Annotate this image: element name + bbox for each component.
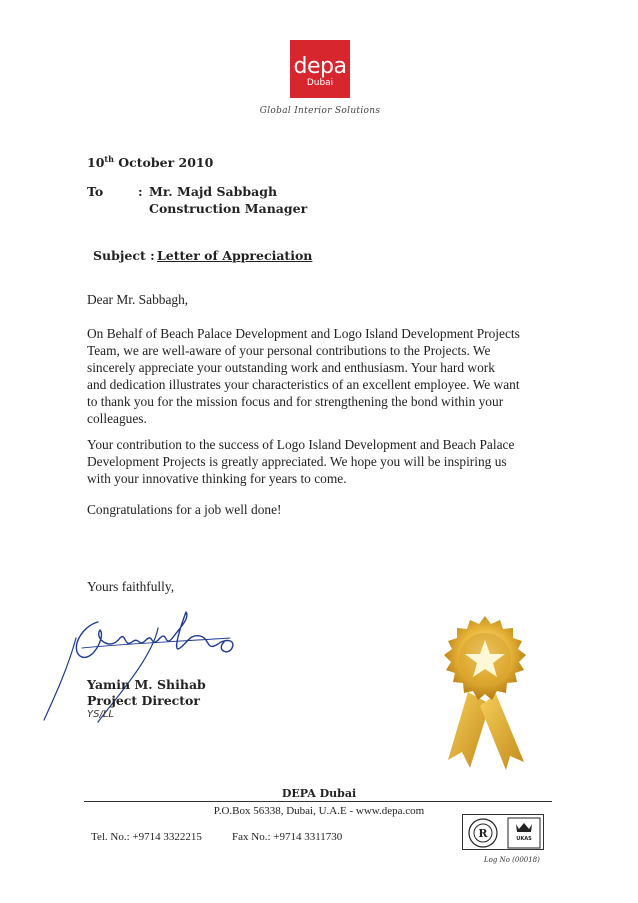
- closing: Yours faithfully,: [87, 579, 175, 594]
- company-logo: [290, 40, 350, 98]
- log-number: Log No (00018): [484, 856, 540, 864]
- paragraph-line: and dedication illustrates your characteristics of an excellent employee. We want: [87, 377, 520, 392]
- paragraph-line: Congratulations for a job well done!: [87, 502, 282, 517]
- paragraph-line: Development Projects is greatly appreciated. We hope you will be inspiring us: [87, 454, 507, 469]
- paragraph-line: to thank you for the mission focus and for strengthening the bond within your: [87, 394, 504, 409]
- paragraph-line: Team, we are well-aware of your personal contributions to the Projects. We: [87, 343, 491, 358]
- registered-quality-icon: [467, 817, 499, 849]
- paragraph-line: with your innovative thinking for years to come.: [87, 471, 347, 486]
- footer-divider: [84, 801, 552, 802]
- date-suffix: th: [104, 154, 114, 164]
- footer-tel: Tel. No.: +9714 3322215: [91, 831, 202, 843]
- recipient-name: Mr. Majd Sabbagh: [149, 184, 278, 199]
- logo-subtext: Dubai: [306, 78, 334, 88]
- paragraph-line: Your contribution to the success of Logo Island Development and Beach Palace: [87, 437, 515, 452]
- to-colon: :: [138, 184, 143, 199]
- logo-text: depa: [293, 54, 347, 79]
- recipient-title: Construction Manager: [149, 201, 308, 216]
- reference-initials: YS/LL: [87, 709, 114, 720]
- signer-name: Yamin M. Shihab: [87, 677, 206, 692]
- footer-company: DEPA Dubai: [281, 787, 357, 800]
- paragraph-line: colleagues.: [87, 411, 147, 426]
- paragraph-3: [87, 501, 557, 518]
- subject-value: Letter of Appreciation: [157, 248, 313, 263]
- footer-address: P.O.Box 56338, Dubai, U.A.E - www.depa.com: [213, 805, 425, 817]
- letter-date: [87, 154, 213, 170]
- subject-label: Subject :: [93, 248, 155, 263]
- signer-title: Project Director: [87, 693, 200, 708]
- paragraph-line: On Behalf of Beach Palace Development and Logo Island Development Projects: [87, 326, 520, 341]
- ukas-label: UKAS: [516, 836, 532, 842]
- date-day: 10: [87, 155, 105, 171]
- ukas-crown-icon: [507, 817, 541, 849]
- date-rest: October 2010: [113, 155, 214, 171]
- paragraph-2: [87, 436, 557, 487]
- svg-text:R: R: [478, 827, 488, 840]
- to-label: To: [87, 184, 104, 199]
- signature-drawing: [40, 608, 270, 728]
- company-tagline: Global Interior Solutions: [259, 106, 381, 116]
- salutation: Dear Mr. Sabbagh,: [87, 292, 189, 307]
- certification-marks: [462, 814, 544, 850]
- gold-seal-icon: [430, 612, 540, 772]
- footer-fax: Fax No.: +9714 3311730: [232, 831, 343, 843]
- paragraph-1: [87, 325, 557, 427]
- paragraph-line: sincerely appreciate your outstanding work and enthusiasm. Your hard work: [87, 360, 495, 375]
